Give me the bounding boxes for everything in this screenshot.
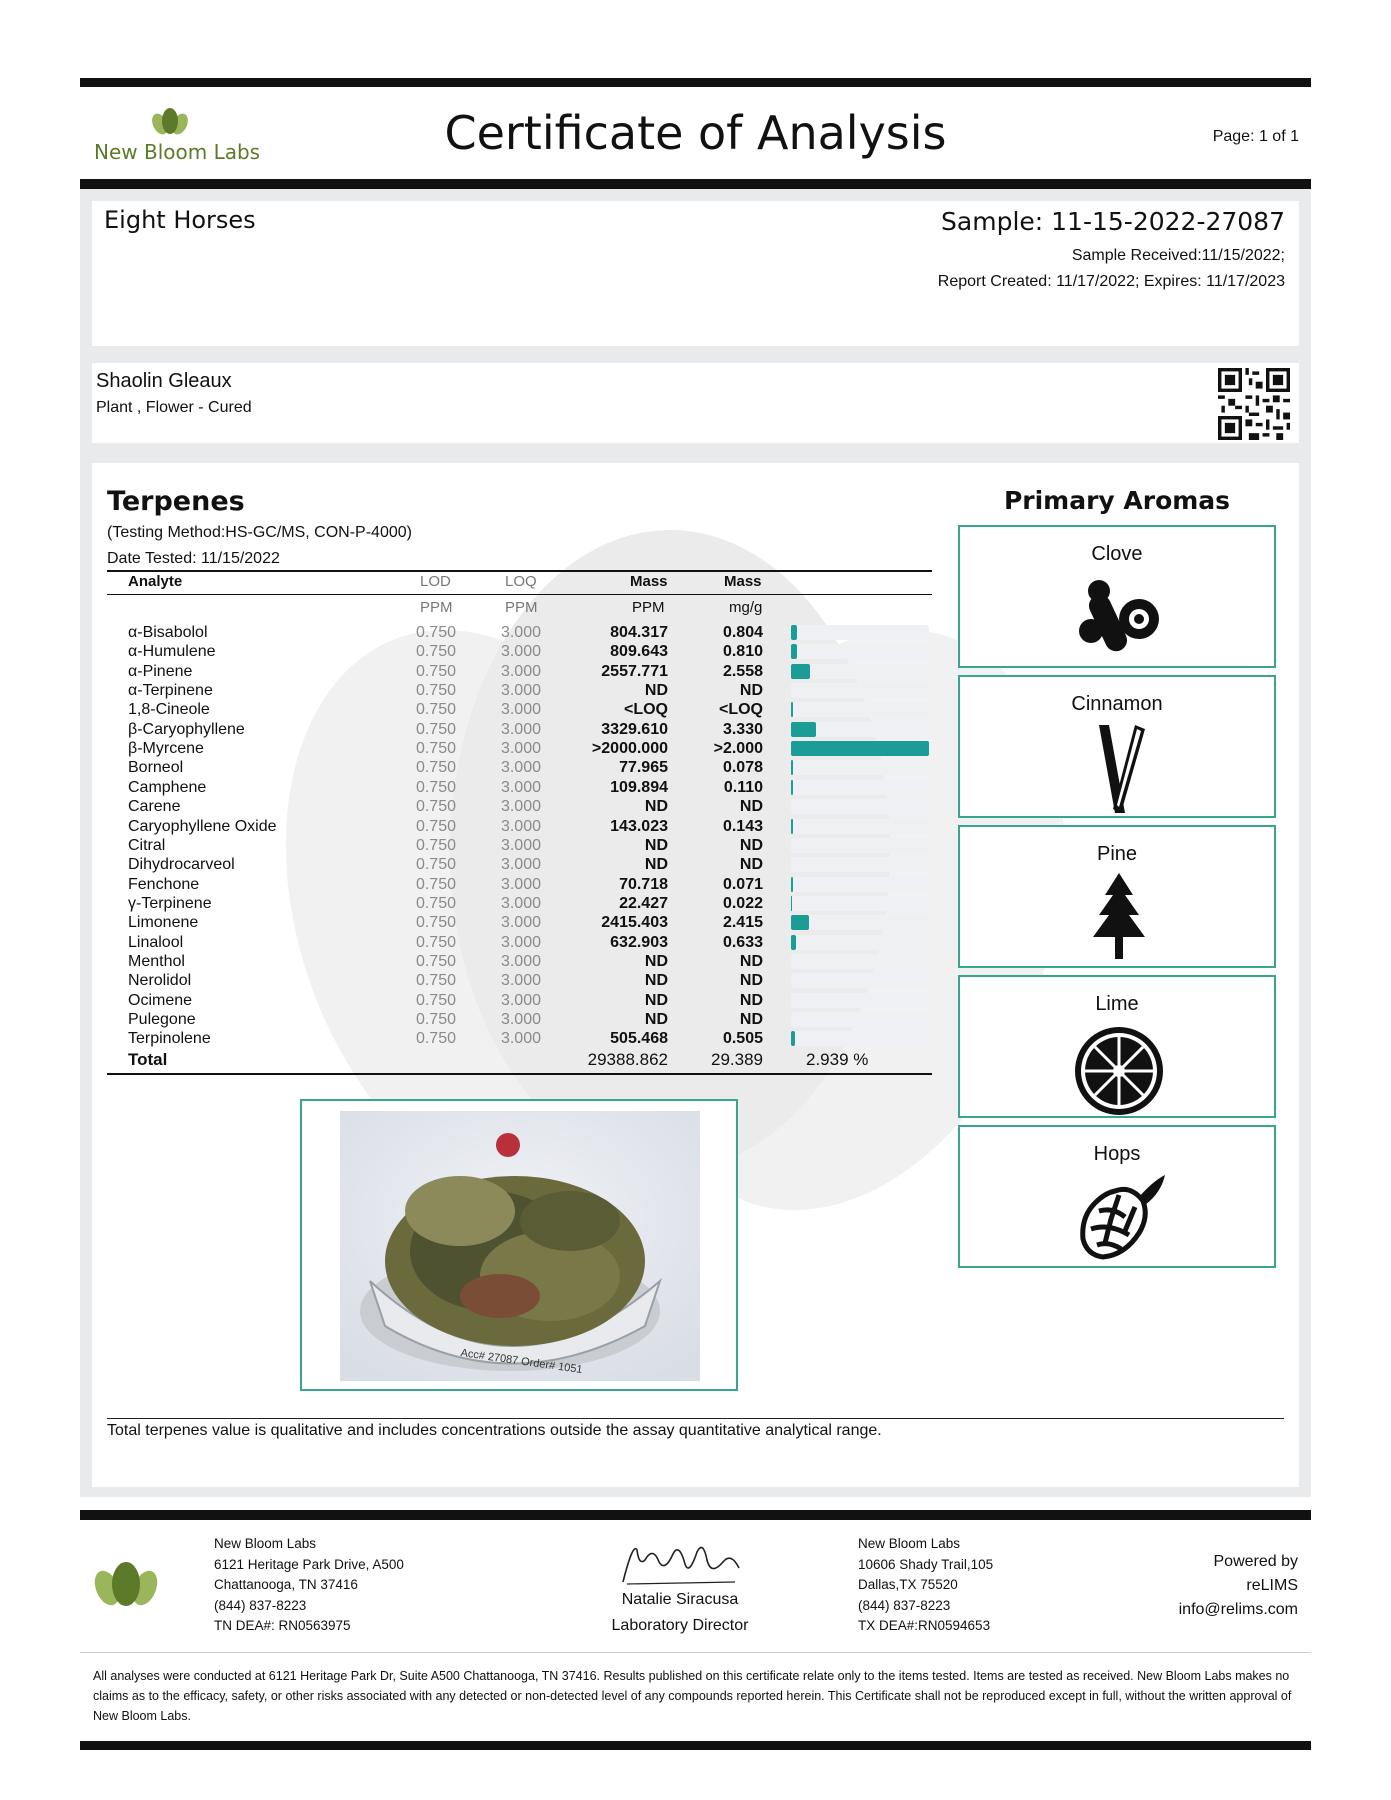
footer-rule [80,1510,1311,1520]
level-bar [791,702,929,717]
header-rule [80,179,1311,189]
lod-value: 0.750 [415,701,456,719]
mass-mg-value: ND [739,682,763,700]
loq-value: 3.000 [500,682,541,700]
lod-value: 0.750 [415,914,456,932]
mass-ppm-value: ND [644,798,668,816]
director-title: Laboratory Director [611,1617,749,1634]
mass-mg-value: 0.071 [722,875,763,893]
loq-value: 3.000 [500,894,541,912]
bottom-rule [80,1741,1311,1750]
loq-value: 3.000 [500,875,541,893]
level-bar [791,993,929,1008]
aroma-label: Hops [1093,1143,1141,1165]
analyte-name: Borneol [128,759,184,777]
aroma-label: Pine [1096,843,1138,865]
lod-value: 0.750 [415,740,456,758]
level-bar [791,877,929,892]
footer-logo-icon [93,1558,159,1610]
lod-value: 0.750 [415,643,456,661]
mass-mg-value: ND [739,856,763,874]
mass-ppm-value: ND [644,856,668,874]
loq-value: 3.000 [500,624,541,641]
disclaimer-top-rule [80,1652,1311,1653]
lod-value: 0.750 [415,798,456,816]
lod-value: 0.750 [415,682,456,700]
date-tested: Date Tested: 11/15/2022 [107,550,280,567]
level-bar [791,683,929,698]
sample-received: Sample Received:11/15/2022; [1071,247,1285,264]
analyte-name: β-Myrcene [128,740,204,758]
loq-value: 3.000 [500,701,541,719]
disclaimer-text: All analyses were conducted at 6121 Heritage Park Dr, Suite A500 Chattanooga, TN 37416. Results published on this certificate relate only to the items tested. Items are tested as received. New Bloom Labs makes no claims as to the efficacy, safety, or other risks associated with any detected or non-detected level of any compounds reported herein. This Certificate shall not be reproduced except in full, without the written approval of New Bloom Labs. [93,1669,1292,1723]
mass-mg-value: ND [739,972,763,990]
analyte-name: Limonene [128,914,199,932]
unit-lod: PPM [420,599,453,616]
lab2-address: New Bloom Labs 10606 Shady Trail,105 Dallas,TX 75520 (844) 837-8223 TX DEA#:RN0594653 [858,1536,994,1633]
analyte-name: Citral [128,836,166,854]
unit-loq: PPM [505,599,538,616]
level-bar-fill [791,741,929,756]
total-ppm: 29388.862 [587,1050,668,1069]
lod-value: 0.750 [415,933,456,951]
director-name: Natalie Siracusa [621,1591,739,1608]
loq-value: 3.000 [500,778,541,796]
level-bar-fill [791,1031,795,1046]
mass-ppm-value: 505.468 [610,1030,668,1048]
level-bar [791,780,929,795]
lod-value: 0.750 [415,720,456,738]
aroma-cinnamon [958,675,1276,818]
testing-method: (Testing Method:HS-GC/MS, CON-P-4000) [107,524,412,541]
product-type: Plant , Flower - Cured [96,399,252,416]
col-header-mass-mg: Mass [724,573,762,590]
mass-mg-value: ND [739,952,763,970]
level-bar-fill [791,722,816,737]
col-header-loq: LOQ [505,573,537,590]
aromas-title: Primary Aromas [1003,486,1231,515]
mass-ppm-value: 109.894 [610,778,668,796]
unit-mass-ppm: PPM [632,599,665,616]
analyte-name: Linalool [128,933,184,951]
level-bar [791,799,929,814]
loq-value: 3.000 [500,836,541,854]
total-label: Total [128,1050,168,1069]
mass-ppm-value: 2415.403 [601,914,668,932]
level-bar [791,954,929,969]
level-bar [791,973,929,988]
mass-mg-value: ND [739,836,763,854]
loq-value: 3.000 [500,1011,541,1028]
sample-photo [340,1111,700,1381]
aroma-clove [958,525,1276,668]
level-bar [791,1031,929,1046]
level-bar [791,915,929,930]
mass-ppm-value: 77.965 [619,759,668,777]
product-panel [80,353,1311,453]
mass-mg-value: ND [739,1011,763,1028]
level-bar [791,664,929,679]
lod-value: 0.750 [415,759,456,777]
mass-ppm-value: ND [644,836,668,854]
level-bar-fill [791,644,797,659]
mass-mg-value: 0.505 [722,1030,763,1048]
level-bar [791,722,929,737]
level-bar-fill [791,896,792,911]
loq-value: 3.000 [500,798,541,816]
level-bar-fill [791,877,793,892]
analyte-name: Dihydrocarveol [128,856,235,874]
loq-value: 3.000 [500,972,541,990]
level-bar-fill [791,915,809,930]
mass-ppm-value: 22.427 [619,894,668,912]
mass-mg-value: 0.633 [722,933,763,951]
analyte-name: α-Terpinene [128,682,213,700]
analyte-name: Pulegone [128,1011,196,1028]
analyte-name: β-Caryophyllene [128,720,245,738]
analyte-name: Caryophyllene Oxide [128,817,277,835]
loq-value: 3.000 [500,817,541,835]
aroma-lime [958,975,1276,1118]
lod-value: 0.750 [415,662,456,680]
level-bar [791,819,929,834]
mass-mg-value: >2.000 [713,740,763,758]
mass-ppm-value: ND [644,991,668,1009]
lod-value: 0.750 [415,856,456,874]
loq-value: 3.000 [500,914,541,932]
level-bar-fill [791,819,793,834]
aroma-hops [958,1125,1276,1268]
lod-value: 0.750 [415,624,456,641]
level-bar [791,741,929,756]
level-bar-fill [791,664,810,679]
mass-ppm-value: 3329.610 [601,720,668,738]
level-bar [791,857,929,872]
top-rule [80,78,1311,87]
client-name: Eight Horses [104,206,256,234]
level-bar-fill [791,702,793,717]
level-bar [791,935,929,950]
note-rule [107,1418,1284,1419]
analyte-name: γ-Terpinene [128,894,212,912]
loq-value: 3.000 [500,1030,541,1048]
aroma-label: Cinnamon [1071,693,1163,715]
mass-ppm-value: 2557.771 [601,662,668,680]
mass-mg-value: ND [739,798,763,816]
lab-logo-text: New Bloom Labs [94,140,261,164]
mass-mg-value: 0.078 [722,759,763,777]
mass-mg-value: 0.804 [722,624,763,641]
cinnamon-icon [1069,721,1169,815]
mass-ppm-value: ND [644,952,668,970]
mass-ppm-value: 632.903 [610,933,668,951]
report-dates: Report Created: 11/17/2022; Expires: 11/17/2023 [937,273,1285,290]
mass-ppm-value: ND [644,972,668,990]
level-bar [791,625,929,640]
powered-by: Powered by reLIMS info@relims.com [1178,1553,1298,1618]
lab1-address: New Bloom Labs 6121 Heritage Park Drive, A500 Chattanooga, TN 37416 (844) 837-8223 TN DEA#: RN0563975 [214,1536,404,1633]
mass-ppm-value: <LOQ [623,701,668,719]
qr-code-icon[interactable] [1218,368,1290,440]
lod-value: 0.750 [415,778,456,796]
level-bar [791,760,929,775]
lod-value: 0.750 [415,836,456,854]
loq-value: 3.000 [500,991,541,1009]
hops-icon [1069,1171,1169,1265]
aroma-label: Lime [1095,993,1139,1015]
mass-mg-value: 2.415 [722,914,763,932]
loq-value: 3.000 [500,643,541,661]
lod-value: 0.750 [415,952,456,970]
page-title: Certificate of Analysis [444,106,947,160]
analyte-name: Camphene [128,778,207,796]
terpenes-title: Terpenes [107,486,245,517]
mass-mg-value: 2.558 [722,662,763,680]
total-mg: 29.389 [711,1050,763,1069]
analyte-name: Ocimene [128,991,193,1009]
level-bar [791,838,929,853]
col-header-lod: LOD [420,573,451,590]
col-header-mass-ppm: Mass [630,573,668,590]
mass-ppm-value: 809.643 [610,643,668,661]
mass-mg-value: 0.810 [722,643,763,661]
analyte-name: Nerolidol [128,972,192,990]
analyte-name: Fenchone [128,875,200,893]
sample-photo-frame [300,1099,738,1391]
mass-ppm-value: ND [644,682,668,700]
analyte-name: α-Bisabolol [128,624,208,641]
col-header-analyte: Analyte [128,573,183,590]
analyte-name: α-Pinene [128,662,193,680]
analyte-name: Menthol [128,952,185,970]
loq-value: 3.000 [500,933,541,951]
mass-ppm-value: >2000.000 [591,740,668,758]
level-bar-fill [791,780,793,795]
lod-value: 0.750 [415,817,456,835]
terpene-note: Total terpenes value is qualitative and includes concentrations outside the assay quantitative analytical range. [107,1422,882,1439]
loq-value: 3.000 [500,740,541,758]
product-name: Shaolin Gleaux [96,370,232,392]
director-signature [615,1532,745,1592]
aroma-label: Clove [1091,543,1143,565]
page-number: Page: 1 of 1 [1212,128,1299,145]
mass-mg-value: <LOQ [718,701,763,719]
mass-ppm-value: 70.718 [619,875,668,893]
lod-value: 0.750 [415,991,456,1009]
level-bar [791,1012,929,1027]
loq-value: 3.000 [500,856,541,874]
total-percent: 2.939 % [806,1050,869,1069]
lod-value: 0.750 [415,1030,456,1048]
lod-value: 0.750 [415,1011,456,1028]
clove-icon [1069,571,1169,665]
lod-value: 0.750 [415,875,456,893]
loq-value: 3.000 [500,720,541,738]
pine-icon [1069,871,1169,965]
level-bar-fill [791,625,797,640]
photo-label: Acc# 27087 Order# 1051 [459,1347,584,1377]
loq-value: 3.000 [500,759,541,777]
mass-mg-value: 0.022 [722,894,763,912]
loq-value: 3.000 [500,952,541,970]
analyte-name: 1,8-Cineole [128,701,210,719]
mass-mg-value: 0.143 [722,817,763,835]
table-header-rule [107,594,932,595]
mass-ppm-value: ND [644,1011,668,1028]
lime-icon [1069,1021,1169,1115]
level-bar-fill [791,760,793,775]
lod-value: 0.750 [415,894,456,912]
level-bar-fill [791,935,796,950]
mass-mg-value: 0.110 [723,778,763,796]
unit-mass-mg: mg/g [729,599,763,616]
mass-mg-value: 3.330 [722,720,763,738]
analyte-name: Terpinolene [128,1030,211,1048]
sample-id: Sample: 11-15-2022-27087 [941,207,1285,236]
table-top-rule [107,570,932,572]
mass-ppm-value: 804.317 [610,624,668,641]
level-bar [791,896,929,911]
aroma-pine [958,825,1276,968]
analyte-name: α-Humulene [128,643,216,661]
analyte-name: Carene [128,798,181,816]
lod-value: 0.750 [415,972,456,990]
mass-mg-value: ND [739,991,763,1009]
loq-value: 3.000 [500,662,541,680]
level-bar [791,644,929,659]
table-bottom-rule [107,1073,932,1075]
mass-ppm-value: 143.023 [610,817,668,835]
